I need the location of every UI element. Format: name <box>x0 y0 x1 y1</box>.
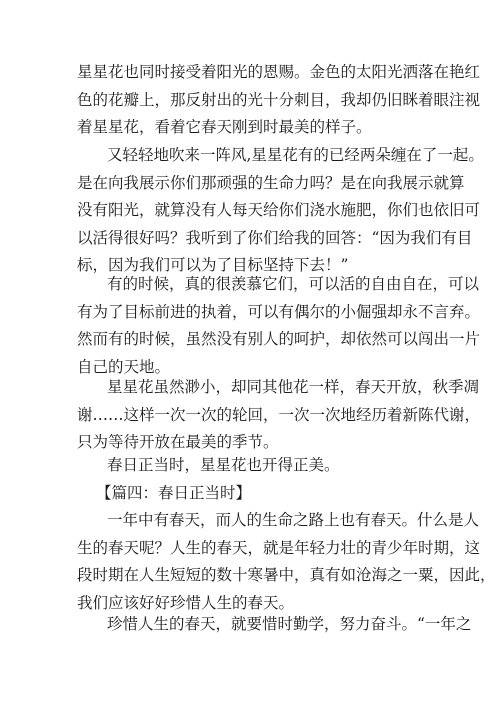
paragraph-spring-now <box>77 452 431 480</box>
paragraph-cherish <box>77 611 472 639</box>
paragraph-small-flower <box>77 374 481 457</box>
text-line: 段时期在人生短短的数十寒暑中，真有如沧海之一粟，因此， <box>77 566 496 585</box>
text-line: 星星花虽然渺小，却同其他花一样，春天开放，秋季凋 <box>107 378 480 396</box>
text-line: 星星花也同时接受着阳光的恩赐。金色的太阳光洒落在艳红 <box>77 63 481 81</box>
section-heading: 【篇四：春日正当时】 <box>96 484 252 502</box>
text-line: 自己的天地。 <box>77 357 171 376</box>
text-line: 没有阳光，就算没有人每天给你们浇水施肥，你们也依旧可 <box>77 201 481 220</box>
paragraph-life-spring <box>77 507 496 617</box>
text-line: 一年中有春天，而人的生命之路上也有春天。什么是人 <box>107 511 480 529</box>
paragraph-envy <box>77 271 481 381</box>
text-line: 标，因为我们可以为了目标坚持下去！” <box>77 256 349 275</box>
text-line: 有的时候，真的很羡慕它们，可以活的自由自在，可以 <box>107 275 480 293</box>
text-line: 生的春天呢？人生的春天，就是年轻力壮的青少年时期，这 <box>77 538 481 557</box>
text-line: 春日正当时，星星花也开得正美。 <box>107 456 340 474</box>
text-line: 又轻轻地吹来一阵风,星星花有的已经两朵缠在了一起。 <box>107 146 484 164</box>
text-line: 我们应该好好珍惜人生的春天。 <box>77 593 295 612</box>
text-line: 只为等待开放在最美的季节。 <box>77 433 279 452</box>
text-line: 是在向我展示你们那顽强的生命力吗？是在向我展示就算 <box>77 173 465 192</box>
text-line: 色的花瓣上，那反射出的光十分刺目，我却仍旧眯着眼注视 <box>77 90 481 109</box>
paragraph-sunlight <box>77 59 481 142</box>
paragraph-wind <box>77 142 484 280</box>
text-line: 然而有的时候，虽然没有别人的呵护，却依然可以闯出一片 <box>77 330 481 349</box>
text-line: 珍惜人生的春天，就要惜时勤学，努力奋斗。“一年之 <box>107 615 472 633</box>
text-line: 有为了目标前进的执着，可以有偶尔的小倔强却永不言弃。 <box>77 302 481 321</box>
text-line: 以活得很好吗？我听到了你们给我的回答：“因为我们有目 <box>77 228 473 247</box>
text-line: 谢……这样一次一次的轮回，一次一次地经历着新陈代谢， <box>77 405 481 424</box>
text-line: 着星星花，看着它春天刚到时最美的样子。 <box>77 118 372 137</box>
